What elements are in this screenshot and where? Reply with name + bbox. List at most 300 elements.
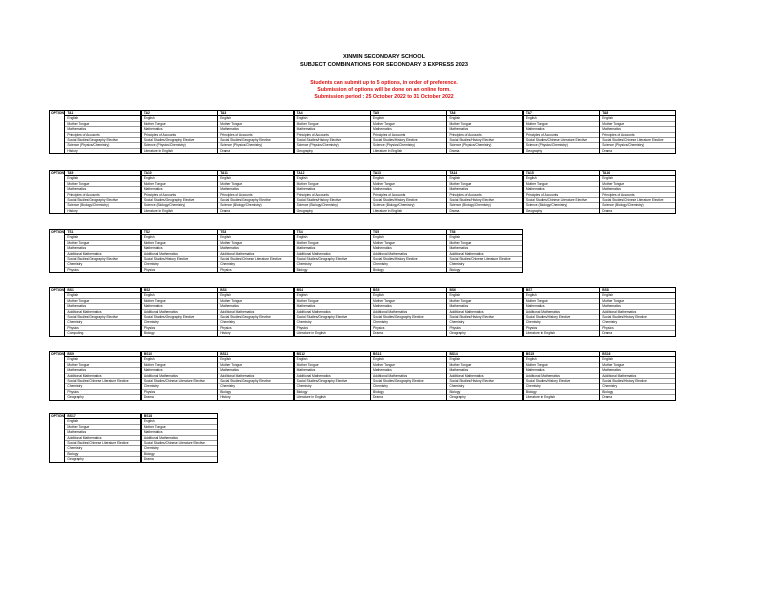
notice-line-2: Submission of options will be done on an online form. — [317, 87, 451, 93]
subject-cell: Social Studies/History Elective — [295, 138, 370, 143]
subject-cell: Social Studies/Chinese Literature Elective — [524, 138, 599, 143]
subject-cell: Mathematics — [295, 368, 370, 373]
subject-cell: Mother Tongue — [65, 299, 140, 304]
subject-cell: Science (Biology/Chemistry) — [371, 203, 446, 208]
subject-cell: Chemistry — [600, 384, 675, 389]
subject-cell: Mother Tongue — [447, 299, 522, 304]
subject-cell: Mother Tongue — [142, 241, 217, 246]
combination-code: TA11 — [218, 171, 293, 176]
subject-cell: English — [142, 235, 217, 240]
subject-cell: Mother Tongue — [447, 241, 522, 246]
subject-cell: Chemistry — [295, 384, 370, 389]
combination-column — [294, 170, 371, 214]
subject-cell: Geography — [296, 148, 313, 153]
combination-code: TS1 — [65, 230, 140, 235]
subject-cell: Mathematics — [218, 187, 293, 192]
subject-cell: Social Studies/Geography Elective — [218, 198, 293, 203]
subject-cell: Drama — [143, 457, 154, 462]
subject-cell: Social Studies/Geography Elective — [65, 257, 140, 262]
subject-cell: Social Studies/Chinese Literature Elective — [65, 379, 140, 384]
option-block — [49, 287, 719, 337]
combination-code: TA13 — [371, 171, 446, 176]
subject-cell: Physics — [371, 326, 446, 331]
subject-cell: Drama — [220, 208, 231, 213]
subject-cell: Additional Mathematics — [295, 374, 370, 379]
subject-cell: Mathematics — [600, 187, 675, 192]
subject-cell: Mother Tongue — [65, 363, 140, 368]
option-block — [49, 351, 719, 401]
combination-column — [294, 351, 371, 401]
combination-code: BS3 — [218, 288, 293, 293]
subject-cell: Mother Tongue — [218, 122, 293, 127]
combination-column — [523, 110, 600, 154]
subject-cell: Mother Tongue — [142, 182, 217, 187]
subject-cell: Additional Mathematics — [600, 374, 675, 379]
combination-column — [294, 287, 371, 337]
subject-cell: Social Studies/Chinese Literature Elective — [600, 138, 675, 143]
subject-cell: Chemistry — [65, 262, 140, 267]
combination-code: BS15 — [524, 352, 599, 357]
subject-cell: Additional Mathematics — [65, 374, 140, 379]
subject-cell: Mother Tongue — [218, 299, 293, 304]
notice-line-1: Students can submit up to 5 options, in order of preference. — [310, 80, 458, 86]
subject-cell: Chemistry — [447, 320, 522, 325]
subject-cell: Mathematics — [524, 127, 599, 132]
subject-cell: English — [600, 176, 675, 181]
combination-column — [217, 170, 294, 214]
subject-cell: Social Studies/Geography Elective — [218, 379, 293, 384]
subject-cell: English — [142, 293, 217, 298]
combination-column — [141, 413, 218, 463]
subject-cell: English — [371, 293, 446, 298]
subject-cell: Principles of Accounts — [524, 193, 599, 198]
subject-cell: Mathematics — [371, 368, 446, 373]
combination-column — [446, 351, 523, 401]
subject-cell: Biology — [524, 390, 599, 395]
subject-cell: Principles of Accounts — [65, 133, 140, 138]
subject-cell: Additional Mathematics — [447, 310, 522, 315]
subject-cell: English — [447, 116, 522, 121]
subject-cell: Geography — [296, 208, 313, 213]
subject-cell: Science (Physics/Chemistry) — [142, 143, 217, 148]
subject-cell: Principles of Accounts — [142, 193, 217, 198]
combination-column — [599, 170, 676, 214]
subject-cell: Literature in English — [143, 208, 173, 213]
subject-cell: Physics — [65, 326, 140, 331]
subject-cell: Mathematics — [600, 127, 675, 132]
combination-code: BS12 — [295, 352, 370, 357]
subject-cell: Mother Tongue — [447, 182, 522, 187]
subject-cell: Mother Tongue — [371, 363, 446, 368]
subject-cell: Mathematics — [371, 246, 446, 251]
subject-cell: Additional Mathematics — [218, 252, 293, 257]
subject-cell: Mother Tongue — [295, 299, 370, 304]
combination-code: BS8 — [600, 288, 675, 293]
subject-cell: Social Studies/History Elective — [600, 379, 675, 384]
subject-cell: Science (Physics/Chemistry) — [65, 143, 140, 148]
subject-cell: Mathematics — [524, 304, 599, 309]
subject-cell: Drama — [602, 331, 613, 336]
subject-cell: English — [65, 176, 140, 181]
combination-code: TS4 — [295, 230, 370, 235]
subject-cell: English — [447, 235, 522, 240]
subject-cell: Literature in English — [525, 395, 555, 400]
subject-cell: Mathematics — [295, 246, 370, 251]
option-label: OPTION — [49, 229, 65, 273]
subject-cell: Chemistry — [65, 446, 140, 451]
subject-cell: Additional Mathematics — [65, 252, 140, 257]
combination-column — [141, 287, 218, 337]
subject-cell: Additional Mathematics — [218, 374, 293, 379]
subject-cell: Chemistry — [447, 384, 522, 389]
subject-cell: Geography — [67, 457, 84, 462]
subject-cell: English — [218, 176, 293, 181]
subject-cell: Mathematics — [142, 430, 217, 435]
subject-cell: English — [295, 176, 370, 181]
subject-cell: Additional Mathematics — [65, 436, 140, 441]
combination-code: TS3 — [218, 230, 293, 235]
page-title: SUBJECT COMBINATIONS FOR SECONDARY 3 EXPRESS 2023 — [299, 62, 469, 68]
subject-cell: Chemistry — [142, 446, 217, 451]
subject-cell: Additional Mathematics — [142, 374, 217, 379]
subject-cell: Social Studies/Geography Elective — [65, 138, 140, 143]
subject-cell: Physics — [142, 390, 217, 395]
combination-code: BS7 — [524, 288, 599, 293]
subject-cell: Chemistry — [295, 320, 370, 325]
combination-code: TA8 — [600, 111, 675, 116]
subject-cell: Principles of Accounts — [142, 133, 217, 138]
subject-cell: Mother Tongue — [371, 241, 446, 246]
subject-cell: Drama — [602, 148, 613, 153]
combination-column — [294, 229, 371, 273]
combination-column — [523, 170, 600, 214]
combination-code: TA7 — [524, 111, 599, 116]
subject-cell: Mother Tongue — [524, 182, 599, 187]
combination-column — [446, 110, 523, 154]
subject-cell: Drama — [602, 395, 613, 400]
subject-cell: Drama — [220, 148, 231, 153]
subject-cell: Chemistry — [218, 320, 293, 325]
combination-code: TS2 — [142, 230, 217, 235]
combination-column — [599, 351, 676, 401]
subject-cell: Principles of Accounts — [600, 193, 675, 198]
subject-cell: Additional Mathematics — [295, 310, 370, 315]
subject-cell: English — [447, 357, 522, 362]
subject-cell: Physics — [67, 267, 79, 272]
subject-cell: Drama — [373, 395, 383, 400]
subject-cell: Mother Tongue — [524, 363, 599, 368]
subject-cell: Additional Mathematics — [218, 310, 293, 315]
combination-column — [599, 110, 676, 154]
subject-cell: Biology — [371, 390, 446, 395]
combination-code: BS13 — [371, 352, 446, 357]
subject-cell: Chemistry — [371, 262, 446, 267]
combination-column — [64, 351, 141, 401]
subject-cell: Mathematics — [447, 304, 522, 309]
combination-code: TA4 — [295, 111, 370, 116]
combination-code: BS18 — [142, 414, 217, 419]
subject-cell: Social Studies/Geography Elective — [218, 138, 293, 143]
subject-cell: Mother Tongue — [447, 122, 522, 127]
subject-cell: English — [447, 293, 522, 298]
subject-cell: English — [142, 357, 217, 362]
subject-cell: Mother Tongue — [600, 182, 675, 187]
subject-cell: Mathematics — [65, 187, 140, 192]
subject-cell: Mother Tongue — [371, 182, 446, 187]
subject-cell: English — [65, 293, 140, 298]
subject-cell: English — [218, 357, 293, 362]
subject-cell: Physics — [142, 326, 217, 331]
subject-cell: Physics — [600, 326, 675, 331]
combination-column — [141, 351, 218, 401]
subject-cell: Mathematics — [295, 187, 370, 192]
combination-code: TA1 — [65, 111, 140, 116]
subject-cell: Chemistry — [142, 384, 217, 389]
combination-column — [141, 170, 218, 214]
subject-cell: Social Studies/History Elective — [371, 257, 446, 262]
subject-cell: Chemistry — [600, 320, 675, 325]
subject-cell: Literature in English — [296, 331, 326, 336]
subject-cell: Physics — [218, 326, 293, 331]
subject-cell: Physics — [524, 326, 599, 331]
subject-cell: Mother Tongue — [447, 363, 522, 368]
combination-code: TA16 — [600, 171, 675, 176]
subject-cell: Biology — [65, 452, 140, 457]
subject-cell: English — [295, 293, 370, 298]
subject-cell: Additional Mathematics — [142, 436, 217, 441]
subject-cell: Social Studies/Geography Elective — [65, 315, 140, 320]
subject-cell: Biology — [600, 390, 675, 395]
subject-cell: Biology — [296, 267, 308, 272]
subject-cell: Social Studies/History Elective — [447, 198, 522, 203]
combination-column — [64, 110, 141, 154]
subject-cell: Mother Tongue — [65, 182, 140, 187]
subject-cell: Additional Mathematics — [142, 252, 217, 257]
subject-cell: Mathematics — [371, 304, 446, 309]
subject-cell: Mother Tongue — [371, 299, 446, 304]
subject-cell: Science (Physics/Chemistry) — [218, 143, 293, 148]
subject-cell: Social Studies/Geography Elective — [295, 379, 370, 384]
option-label: OPTION — [49, 413, 65, 463]
combination-column — [217, 229, 294, 273]
combination-code: BS16 — [600, 352, 675, 357]
subject-cell: Geography — [525, 208, 543, 213]
subject-cell: English — [524, 293, 599, 298]
subject-cell: English — [371, 357, 446, 362]
subject-cell: Chemistry — [371, 320, 446, 325]
subject-cell: Mathematics — [65, 304, 140, 309]
subject-cell: English — [371, 235, 446, 240]
combination-code: BS4 — [295, 288, 370, 293]
subject-cell: Drama — [373, 331, 383, 336]
subject-cell: Principles of Accounts — [218, 133, 293, 138]
subject-cell: Social Studies/Chinese Literature Elective — [142, 379, 217, 384]
subject-cell: Physics — [220, 267, 232, 272]
combination-column — [523, 287, 600, 337]
combination-column — [64, 287, 141, 337]
subject-cell: Additional Mathematics — [447, 252, 522, 257]
subject-cell: Social Studies/History Elective — [447, 138, 522, 143]
subject-cell: Mathematics — [65, 368, 140, 373]
subject-cell: Chemistry — [371, 384, 446, 389]
subject-cell: Additional Mathematics — [142, 310, 217, 315]
subject-cell: Mother Tongue — [524, 122, 599, 127]
subject-cell: Science (Physics/Chemistry) — [295, 143, 370, 148]
subject-cell: Social Studies/Chinese Literature Elective — [142, 441, 217, 446]
subject-cell: Mathematics — [218, 127, 293, 132]
subject-cell: Geography — [449, 331, 466, 336]
subject-cell: Computing — [67, 331, 84, 336]
subject-cell: English — [142, 419, 217, 424]
subject-cell: Mother Tongue — [295, 122, 370, 127]
subject-cell: Principles of Accounts — [600, 133, 675, 138]
subject-cell: Physics — [447, 326, 522, 331]
subject-cell: Geography — [525, 148, 543, 153]
combination-column — [370, 287, 447, 337]
subject-cell: Social Studies/History Elective — [447, 379, 522, 384]
subject-cell: English — [65, 419, 140, 424]
subject-cell: Mother Tongue — [600, 122, 675, 127]
subject-cell: English — [65, 357, 140, 362]
option-label: OPTION — [49, 351, 65, 401]
combination-code: TA12 — [295, 171, 370, 176]
combination-code: BS5 — [371, 288, 446, 293]
subject-cell: English — [295, 235, 370, 240]
subject-cell: Mathematics — [447, 246, 522, 251]
subject-cell: Mother Tongue — [218, 363, 293, 368]
subject-cell: Literature in English — [525, 331, 555, 336]
subject-cell: Social Studies/Chinese Literature Elective — [600, 198, 675, 203]
subject-cell: English — [447, 176, 522, 181]
subject-cell: Chemistry — [218, 384, 293, 389]
school-name: XINMIN SECONDARY SCHOOL — [342, 54, 426, 60]
subject-cell: Biology — [218, 390, 293, 395]
option-block — [49, 170, 719, 214]
subject-cell: Social Studies/Geography Elective — [142, 138, 217, 143]
subject-cell: Chemistry — [447, 262, 522, 267]
subject-cell: Additional Mathematics — [65, 310, 140, 315]
combination-code: TA9 — [65, 171, 140, 176]
subject-cell: Social Studies/Chinese Literature Elective — [218, 257, 293, 262]
subject-cell: Chemistry — [142, 262, 217, 267]
subject-cell: Mathematics — [447, 187, 522, 192]
subject-cell: English — [142, 116, 217, 121]
combination-code: BS2 — [142, 288, 217, 293]
combination-code: TA15 — [524, 171, 599, 176]
subject-cell: English — [600, 357, 675, 362]
subject-cell: Biology — [142, 452, 217, 457]
subject-cell: Science (Physics/Chemistry) — [524, 143, 599, 148]
combination-column — [141, 229, 218, 273]
subject-cell: Additional Mathematics — [524, 310, 599, 315]
subject-cell: Mathematics — [142, 368, 217, 373]
subject-cell: Science (Biology/Chemistry) — [524, 203, 599, 208]
notice-line-3: Submission period : 25 October 2022 to 31 October 2022 — [314, 94, 454, 100]
option-block — [49, 413, 719, 463]
subject-cell: Principles of Accounts — [218, 193, 293, 198]
subject-cell: English — [524, 116, 599, 121]
subject-cell: Drama — [449, 148, 460, 153]
subject-cell: Social Studies/History Elective — [447, 315, 522, 320]
subject-cell: Additional Mathematics — [600, 310, 675, 315]
subject-cell: English — [600, 116, 675, 121]
subject-cell: Social Studies/Geography Elective — [218, 315, 293, 320]
combination-column — [370, 110, 447, 154]
subject-cell: Mother Tongue — [142, 122, 217, 127]
subject-cell: Principles of Accounts — [447, 133, 522, 138]
subject-cell: Chemistry — [524, 320, 599, 325]
subject-cell: Literature in English — [296, 395, 326, 400]
combination-code: TA5 — [371, 111, 446, 116]
subject-cell: Mother Tongue — [65, 241, 140, 246]
subject-cell: Mathematics — [142, 187, 217, 192]
subject-cell: Science (Physics/Chemistry) — [447, 143, 522, 148]
subject-cell: English — [295, 357, 370, 362]
subject-cell: Mathematics — [600, 304, 675, 309]
subject-cell: Social Studies/History Elective — [295, 198, 370, 203]
subject-cell: Mathematics — [524, 368, 599, 373]
subject-cell: English — [218, 293, 293, 298]
option-block — [49, 110, 719, 154]
subject-cell: History — [220, 331, 231, 336]
subject-cell: English — [524, 357, 599, 362]
subject-cell: Principles of Accounts — [447, 193, 522, 198]
combination-code: TA3 — [218, 111, 293, 116]
subject-cell: Mathematics — [65, 246, 140, 251]
combination-column — [370, 351, 447, 401]
subject-cell: Mother Tongue — [65, 122, 140, 127]
subject-cell: Literature in English — [373, 148, 403, 153]
subject-cell: Social Studies/History Elective — [142, 257, 217, 262]
subject-cell: Mother Tongue — [218, 182, 293, 187]
subject-cell: Chemistry — [524, 384, 599, 389]
subject-cell: Social Studies/Geography Elective — [295, 315, 370, 320]
subject-cell: English — [142, 176, 217, 181]
combination-code: BS17 — [65, 414, 140, 419]
subject-cell: Social Studies/Chinese Literature Elective — [447, 257, 522, 262]
combination-column — [217, 287, 294, 337]
subject-cell: Literature in English — [373, 208, 403, 213]
combination-column — [217, 110, 294, 154]
subject-cell: Chemistry — [295, 262, 370, 267]
combination-column — [64, 170, 141, 214]
subject-cell: English — [218, 116, 293, 121]
subject-cell: Science (Biology/Chemistry) — [447, 203, 522, 208]
combination-column — [217, 351, 294, 401]
subject-cell: Mathematics — [371, 187, 446, 192]
subject-cell: Drama — [602, 208, 613, 213]
subject-cell: Science (Biology/Chemistry) — [600, 203, 675, 208]
combination-code: TS5 — [371, 230, 446, 235]
combination-code: BS1 — [65, 288, 140, 293]
subject-cell: Social Studies/Chinese Literature Elective — [524, 198, 599, 203]
subject-cell: Biology — [143, 331, 155, 336]
subject-cell: Biology — [449, 267, 461, 272]
subject-cell: Geography — [449, 395, 466, 400]
subject-cell: Mathematics — [218, 368, 293, 373]
subject-cell: Additional Mathematics — [524, 374, 599, 379]
subject-cell: Mother Tongue — [600, 363, 675, 368]
combination-column — [141, 110, 218, 154]
combination-column — [294, 110, 371, 154]
subject-cell: Social Studies/Geography Elective — [65, 198, 140, 203]
combination-column — [64, 229, 141, 273]
subject-cell: Mathematics — [218, 304, 293, 309]
subject-cell: Social Studies/History Elective — [371, 198, 446, 203]
subject-cell: Physics — [143, 267, 156, 272]
subject-cell: Social Studies/History Elective — [524, 379, 599, 384]
subject-cell: Principles of Accounts — [65, 193, 140, 198]
